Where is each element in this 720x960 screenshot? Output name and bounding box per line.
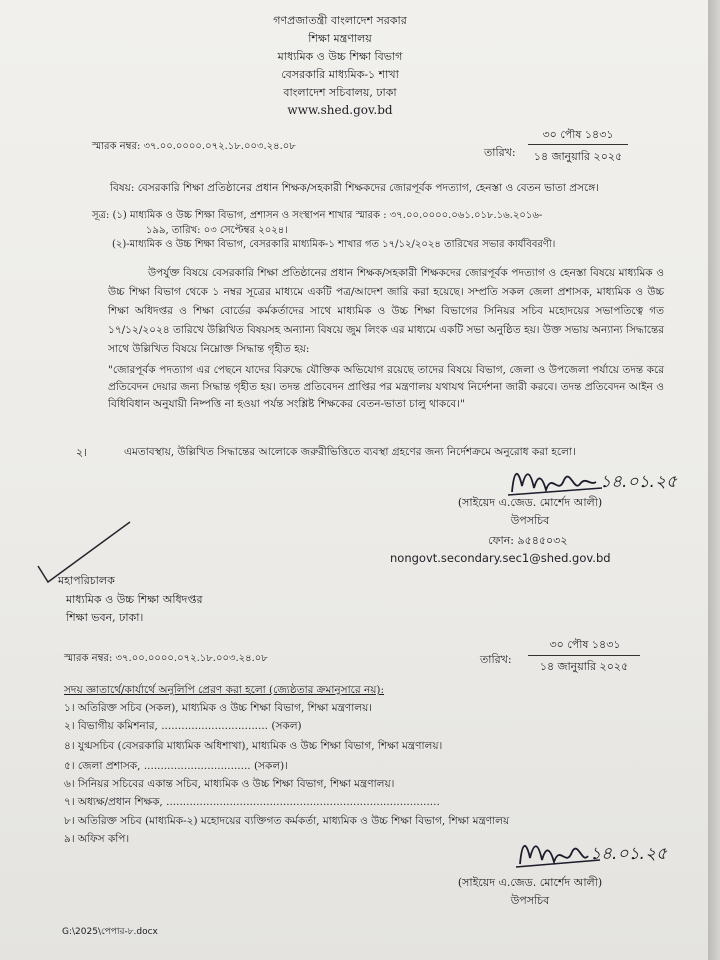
signatory-1-designation: উপসচিব xyxy=(510,514,550,527)
source-1: সূত্র: (১) মাধ্যমিক ও উচ্চ শিক্ষা বিভাগ, প্রশাসন ও সংস্থাপন শাখার স্মারক : ৩৭.০০.০০০০.০৬১.০১৮.১৬.২০১৬- xyxy=(92,210,543,221)
file-path-footer: G:\2025\পেপার-৮.docx xyxy=(62,927,158,937)
copy-item-6: ৬। সিনিয়র সচিবের একান্ত সচিব, মাধ্যমিক ও উচ্চ শিক্ষা বিভাগ, শিক্ষা মন্ত্রণালয়। xyxy=(64,778,395,790)
memo-2-ref: স্মারক নম্বর: ৩৭.০০.০০০০.০৭২.১৮.০০৩.২৪.০৮ xyxy=(64,653,268,664)
memo-2-date-label: তারিখ: xyxy=(480,653,512,666)
signatory-1-name: (সাইয়েদ এ.জেড. মোর্শেদ আলী) xyxy=(457,496,603,509)
signatory-2-designation: উপসচিব xyxy=(510,894,550,907)
source-1-continued: ১৯৯, তারিখ: ০৩ সেপ্টেম্বর ২০২৪। xyxy=(146,225,288,236)
decision-quote: "জোরপূর্বক পদত্যাগ এর পেছনে যাদের বিরুদ্ধে যৌক্তিক অভিযোগ রয়েছে তাদের বিষয়ে বিভাগ, জেলা ও উপজেলা পর্যায়ে তদন্ত করে প্রতিবেদন দেয়ার জন্য সিদ্ধান্ত গৃহীত হয়। তদন্ত প্রতিবেদন প্রাপ্তির পর মন্ত্রণালয় যথাযথ নির্দেশনা জারী করবে। তদন্ত প্রতিবেদন আইন ও বিধিবিধান অনুযায়ী নিষ্পত্তি না হওয়া পর্যন্ত সংশ্লিষ্ট শিক্ষকের বেতন-ভাতা চালু থাকবে।" xyxy=(108,364,664,410)
header-branch: বেসরকারি মাধ্যমিক-১ শাখা xyxy=(281,68,399,81)
source-2: (২)-মাধ্যমিক ও উচ্চ শিক্ষা বিভাগ, বেসরকারি মাধ্যমিক-১ শাখার গত ১৭/১২/২০২৪ তারিখের সভার কার্যবিবরণী। xyxy=(112,239,556,250)
recipient-office: মাধ্যমিক ও উচ্চ শিক্ষা অধিদপ্তর xyxy=(66,593,203,606)
copy-item-8: ৮। অতিরিক্ত সচিব (মাধ্যমিক-২) মহোদয়ের ব্যক্তিগত কর্মকর্তা, মাধ্যমিক ও উচ্চ শিক্ষা বিভাগ, শিক্ষা মন্ত্রণালয় xyxy=(64,815,510,827)
header-website: www.shed.gov.bd xyxy=(287,103,393,117)
header-ministry: শিক্ষা মন্ত্রণালয় xyxy=(308,32,372,45)
signatory-1-email: nongovt.secondary.sec1@shed.gov.bd xyxy=(390,551,611,565)
copy-item-7: ৭। অধ্যক্ষ/প্রধান শিক্ষক, .................................................................................. xyxy=(64,796,440,808)
header-division: মাধ্যমিক ও উচ্চ শিক্ষা বিভাগ xyxy=(277,50,403,63)
recipient-address: শিক্ষা ভবন, ঢাকা। xyxy=(66,611,144,624)
page-edge xyxy=(708,0,720,960)
memo-2-date-gregorian: ১৪ জানুয়ারি ২০২৫ xyxy=(539,660,629,673)
recipient-title: মহাপরিচালক xyxy=(58,574,115,587)
copy-heading: সদয় জ্ঞাতার্থে/কার্যার্থে অনুলিপি প্রেরণ করা হলো (জ্যেষ্ঠতার ক্রমানুসারে নয়): xyxy=(64,684,385,696)
copy-item-4: ৪। যুগ্মসচিব (বেসরকারি মাধ্যমিক অধিশাখা), মাধ্যমিক ও উচ্চ শিক্ষা বিভাগ, শিক্ষা মন্ত্রণালয়। xyxy=(64,740,443,752)
signatory-2-name: (সাইয়েদ এ.জেড. মোর্শেদ আলী) xyxy=(457,876,603,889)
memo-date-bangla: ৩০ পৌষ ১৪৩১ xyxy=(542,128,614,141)
date-2-divider xyxy=(528,655,640,656)
memo-date-label: তারিখ: xyxy=(484,146,516,159)
body-paragraph-1: উপর্যুক্ত বিষয়ে বেসরকারি শিক্ষা প্রতিষ্ঠানের প্রধান শিক্ষক/সহকারী শিক্ষকদের জোরপূর্বক পদত্যাগ ও হেনস্তা বিষয়ে মাধ্যমিক ও উচ্চ শিক্ষা বিভাগ থেকে ১ নম্বর সূত্রের মাধ্যমে একটি পত্র/আদেশ জারি করা হয়েছে। সম্প্রতি সকল জেলা প্রশাসক, মাধ্যমিক ও উচ্চ শিক্ষা অধিদপ্তর ও শিক্ষা বোর্ডের কর্মকর্তাদের সাথে মাধ্যমিক ও উচ্চ শিক্ষা বিভাগের সিনিয়র সচিব মহোদয়ের সভাপতিত্বে গত ১৭/১২/২০২৪ তারিখে উল্লিখিত বিষয়সহ অন্যান্য বিষয়ে জুম লিংক এর মাধ্যমে একটি সভা অনুষ্ঠিত হয়। উক্ত সভায় অন্যান্য সিদ্ধান্তের সাথে উল্লিখিত বিষয়ে নিম্নোক্ত সিদ্ধান্ত গৃহীত হয়: xyxy=(108,267,664,355)
date-divider xyxy=(528,144,628,145)
signatory-1-phone: ফোন: ৯৫৪৫০৩২ xyxy=(488,534,568,547)
header-secretariat: বাংলাদেশ সচিবালয়, ঢাকা xyxy=(283,86,397,99)
signature-2-date: ১৪.০১.২৫ xyxy=(590,844,668,864)
copy-item-9: ৯। অফিস কপি। xyxy=(64,833,130,845)
memo-ref: স্মারক নম্বর: ৩৭.০০.০০০০.০৭২.১৮.০০৩.২৪.০৮ xyxy=(92,141,296,152)
signature-1-date: ১৪.০১.২৫ xyxy=(600,472,678,492)
memo-2-date-bangla: ৩০ পৌষ ১৪৩১ xyxy=(549,638,621,651)
copy-item-2: ২। বিভাগীয় কমিশনার, ................................ (সকল) xyxy=(64,720,302,732)
paragraph-2-number: ২। xyxy=(76,446,88,459)
copy-item-1: ১। অতিরিক্ত সচিব (সকল), মাধ্যমিক ও উচ্চ শিক্ষা বিভাগ, শিক্ষা মন্ত্রণালয়। xyxy=(64,702,373,714)
copy-item-5: ৫। জেলা প্রশাসক, ................................ (সকল)। xyxy=(64,760,289,772)
body-paragraph-2: এমতাবস্থায়, উল্লিখিত সিদ্ধান্তের আলোকে জরুরীভিত্তিতে ব্যবস্থা গ্রহণের জন্য নির্দেশক্রমে অনুরোধ করা হলো। xyxy=(124,446,576,458)
memo-date-gregorian: ১৪ জানুয়ারি ২০২৫ xyxy=(533,150,623,163)
subject-line: বিষয়: বেসরকারি শিক্ষা প্রতিষ্ঠানের প্রধান শিক্ষক/সহকারী শিক্ষকদের জোরপূর্বক পদত্যাগ, হেনস্তা ও বেতন ভাতা প্রসঙ্গে। xyxy=(110,182,599,194)
header-government: গণপ্রজাতন্ত্রী বাংলাদেশ সরকার xyxy=(273,14,407,27)
